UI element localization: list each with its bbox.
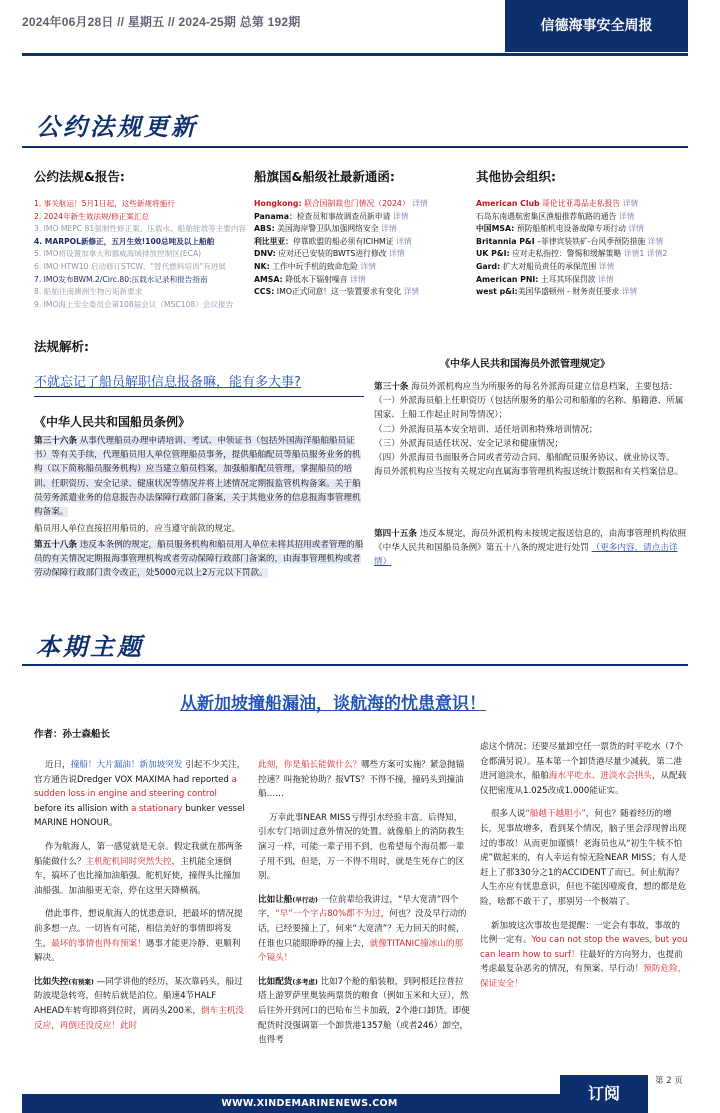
other-orgs-item[interactable]: 石岛东南遇航密集区渔船推荐航路的通告 详情	[476, 211, 635, 221]
details-link: 详情	[381, 224, 397, 234]
theme-article-title[interactable]: 从新加坡撞船漏油，谈航海的忧患意识！	[180, 694, 486, 714]
article-paragraph: 万幸此事NEAR MISS亏得引水经验丰富。后得知，引水专门培训过意外情况的处置。就像船上的消防救生演习一样，可能一辈子用不到，也希望每个海员都一辈子用不到，但是，万一不得不用时，就是生死存亡的区别。	[258, 812, 465, 882]
conventions-item[interactable]: 6. IMO HTW10 启动修订STCW、"替代燃料培训"有进展	[34, 261, 226, 271]
article-paragraph: 新加坡这次事故也是提醒：一定会有事故，事故的比例一定有。You can not stop the waves, but you can learn how to surf！往最好的方向努力，也提前考虑最复杂恶劣的情况，有预案、早行动！预防危险，保证安全！	[480, 920, 688, 989]
other-orgs-list	[476, 198, 688, 299]
flag-class-item[interactable]: NK: 工作中玩手机的致命危险 详情	[254, 261, 377, 271]
header-divider	[22, 53, 688, 56]
article-30-item: （三）外派海员适任状况、安全记录和健康情况；	[374, 438, 564, 449]
details-link: 详情	[618, 211, 635, 221]
details-link: 详情	[628, 224, 644, 234]
section-divider	[22, 146, 688, 148]
article-paragraph: 借此事件，想说航海人的忧患意识，把最坏的情况提前多想一点。一切皆有可能，相信美好的事情即将发生，最坏的事情也得有预案！遇事才能更冷静、更顺利解决。	[34, 909, 243, 964]
conventions-item[interactable]: 7. IMO发布BWM.2/Circ.80:压载水记录和报告指南	[34, 274, 208, 284]
flag-class-item[interactable]: Hongkong: 联合国制裁也门情况（2024） 详情	[254, 199, 428, 208]
article-30-item: （四）外派海员书面服务合同或者劳动合同、船舶配员服务协议、就业协议等。	[374, 453, 675, 464]
details-link: 详情	[360, 261, 377, 271]
flag-class-list	[254, 198, 466, 299]
section-title-conventions: 公约法规更新	[36, 112, 198, 141]
conventions-item[interactable]: 4. MARPOL新修正，五月生效!100总吨及以上船舶	[34, 236, 215, 246]
details-link: 详情	[350, 274, 366, 284]
other-orgs-item[interactable]: American PNI: 土耳其环保罚款 详情	[476, 274, 614, 284]
website-footer-link[interactable]: WWW.XINDEMARINENEWS.COM	[22, 1094, 597, 1113]
conventions-item[interactable]: 8. 船舶往南澳洲生物污垢新要求	[34, 287, 143, 297]
article-note: 船员用人单位直接招用船员的，应当遵守前款的规定。	[34, 524, 241, 534]
flag-class-item[interactable]: 利比里亚：停靠欧盟的船必须有ICIHM证 详情	[254, 236, 412, 246]
details-link: 详情	[622, 199, 639, 208]
details-link: 详情	[412, 199, 428, 208]
article-column-1	[34, 758, 247, 1042]
conventions-item[interactable]: 5. IMO将设置加拿大和挪威海域排放控制区(ECA)	[34, 249, 202, 259]
conventions-list	[34, 198, 246, 311]
page-number: 第 2 页	[655, 1076, 683, 1086]
conventions-heading: 公约法规&报告:	[34, 169, 125, 184]
article-36-text: 从事代理船员办理申请培训、考试、申领证书（包括外国海洋船舶船员证书）等有关手续，代理船员用人单位管理船员事务，提供船舶配员等船员服务业务的机构（以下简称船员服务机构）应当建立船员档案，加强船舶配员管理，掌握船员的培训、任职资历、安全记录、健康状况等情况并将上述情况定期报监管机构备案。关于船员劳务派遣业务的信息报告办法保障行政部门备案，关于其他业务的信息报海事管理机构备案。	[34, 436, 361, 518]
analysis-article-link[interactable]: 不就忘记了船员解职信息报备嘛，能有多大事?	[34, 375, 301, 390]
flag-class-item[interactable]: ABS: 美国海岸警卫队加强网络安全 详情	[254, 224, 397, 234]
flag-class-item[interactable]: CCS: IMO正式同意！这一装置要求有变化 详情	[254, 287, 420, 297]
article-58-label: 第五十八条	[34, 540, 77, 550]
article-column-3	[480, 740, 688, 1001]
details-link: 详情	[597, 274, 614, 284]
article-30	[374, 380, 688, 479]
other-orgs-item[interactable]: 中国MSA: 预防船舶机电设备故障专项行动 详情	[476, 224, 644, 234]
article-30-item: （二）外派海员基本安全培训、适任培训和特殊培训情况；	[374, 424, 598, 435]
other-orgs-item[interactable]: UK P&I: 应对走私指控：警惕和缓解策略 详情1 详情2	[476, 249, 668, 259]
article-paragraph: 虑这个情况；还要尽量卸空任一票货的时平吃水（7个仓都满另说）。基本第一个卸货港尽量少减载，第二港进河道淡水，船舶海水平吃水、进淡水会拱头，从配载仪把密度从1.025改成1.000能证实。	[480, 742, 687, 796]
flag-class-item[interactable]: DNV: 应对还已安装的BWTS进行修改 详情	[254, 249, 405, 259]
conventions-item[interactable]: 1. 事关航运！5月1日起，这些新规将施行	[34, 199, 175, 208]
subscribe-button[interactable]: 订阅	[560, 1075, 648, 1113]
details-link: 详情	[598, 261, 615, 271]
article-paragraph: 作为航海人，第一感觉就是无奈。假定我就在那两条船能做什么？主机舵机同时突然失控，主机能全速倒车，搞坏了也比撞加油船强。舵机好使，撞得头比撞加油船强。加油船更无奈，停在这里天降横祸。	[34, 841, 243, 896]
article-58-text: 违反本条例的规定，船员服务机构和船员用人单位未将其招用或者管理的船员的有关情况定期报海事管理机构或者劳动保障行政部门备案的，由海事管理机构或者劳动保障行政部门责令改正，处5000元以上2万元以下罚款。	[34, 540, 364, 579]
details-link: 详情	[621, 287, 638, 297]
article-45-text: 违反本规定，海员外派机构未按规定报送信息的，由海事管理机构依照《中华人民共和国船员条例》第五十八条的规定进行处罚	[374, 529, 687, 554]
details-link: 详情1 详情2	[623, 249, 668, 259]
more-details-link[interactable]: （更多内容，请点击详情）	[374, 543, 678, 568]
article-paragraph: 此刻，你是船长能做什么？哪些方案可实施？紧急抛锚控速？叫拖轮协助？报VTS？不得不撞，撞码头到撞油船……	[258, 760, 465, 800]
details-link: 详情	[389, 249, 405, 259]
details-link: 详情	[403, 287, 420, 297]
other-orgs-item[interactable]: Britannia P&I –菲律宾装铁矿-台风季预防措施 详情	[476, 236, 664, 246]
link-underline-rule	[34, 396, 364, 397]
analysis-heading: 法规解析:	[34, 339, 89, 354]
issue-date-line: 2024年06月28日 // 星期五 // 2024-25期 总第 192期	[22, 15, 301, 29]
article-paragraph: 比如让船(早行动) 一位前辈给我讲过，“早大宽清”四个字，“早”一个字占80%都不为过，何也？没及早行动的话，已经要撞上了，何来“大宽清”？无力回天的时候，任谁也只能眼睁睁的撞上去，就像TITANIC撞冰山的那个镜头！	[258, 894, 467, 964]
article-30-text: 海员外派机构应当为所服务的每名外派海员建立信息档案，主要包括：	[408, 382, 678, 392]
article-paragraph: 很多人说“船越干越胆小”，何也？随着经历的增长，见事故增多，看到某个情况，脑子里会浮现曾出现过的事故！从而更加谨慎！老海员也从“初生牛犊不怕虎”做起来的，有人幸运有惊无险NEAR MISS；有人是赶上了那330分之1的ACCIDENT了而已。何止航海？人生亦应有忧患意识，但也不能因噎废食，想的都是危险，啥都不敢干了，那别另一个极端了。	[480, 809, 687, 907]
section-title-theme: 本期主题	[36, 632, 144, 661]
brand-banner: 信德海事安全周报	[505, 0, 688, 52]
article-58	[34, 538, 364, 581]
article-36-label: 第三十六条	[34, 436, 77, 446]
flag-class-item[interactable]: AMSA: 降低水下辐射噪音 详情	[254, 274, 366, 284]
article-45	[374, 527, 688, 570]
article-45-label: 第四十五条	[374, 529, 417, 539]
article-30-item: （一）外派海员船上任职资历（包括所服务的船公司和船舶的名称、船籍港、所属国家、上船工作起止时间等情况）；	[374, 396, 684, 421]
section-divider	[22, 664, 688, 666]
flag-class-heading: 船旗国&船级社最新通函:	[254, 169, 395, 184]
law-title-seafarer-regulations: 《中华人民共和国船员条例》	[34, 415, 191, 429]
article-paragraph: 比如配货(多考虑) 比如7个舱的船装粮，到阿根廷拉普拉塔上游罗萨里奥装两票货的粮食（例如玉米和大豆），然后往外开到河口的巴哈布兰卡加载，2个港口卸货。即便配货时没强调第一个卸货港1357舱（或者246）卸空，也得考	[258, 976, 470, 1046]
other-orgs-item[interactable]: west p&i:美国华盛顿州 - 财务责任要求 详情	[476, 287, 638, 297]
details-link: 详情	[647, 236, 664, 246]
other-orgs-heading: 其他协会组织:	[476, 169, 556, 184]
other-orgs-item[interactable]: American Club 哥伦比亚毒品走私报告 详情	[476, 199, 639, 208]
conventions-item[interactable]: 2. 2024年新生效法规/修正案汇总	[34, 211, 150, 221]
conventions-item[interactable]: 9. IMO海上安全委员会第108届会议（MSC108）会议报告	[34, 299, 234, 309]
article-30-end: 海员外派机构应当按有关规定向直属海事管理机构报送统计数据和有关档案信息。	[374, 467, 684, 478]
article-paragraph: 近日，撞船！大片漏油！新加坡突发 引起不少关注，官方通告说Dredger VOX MAXIMA had reported a sudden loss in engine and steering control before its allision with a stationary bunker vessel MARINE HONOUR。	[34, 760, 246, 829]
details-link: 详情	[392, 211, 409, 221]
article-30-label: 第三十条	[374, 382, 409, 392]
details-link: 详情	[396, 236, 412, 246]
conventions-item[interactable]: 3. IMO MEPC 81强制性修正案、压载水、船舶能效等主要内容	[34, 224, 247, 234]
other-orgs-item[interactable]: Gard: 扩大对船员责任的承保范围 详情	[476, 261, 615, 271]
article-paragraph: 比如失控(有预案) —同学讲他的经历，某次靠码头，船过防波堤急转弯，但转后就是泊位。船速4节HALF AHEAD车转弯即将到位时，离码头200米，倒车主机没反应，再倒还没反应！此时	[34, 976, 244, 1031]
flag-class-item[interactable]: Panama：检查员和事故调查员新申请 详情	[254, 211, 409, 221]
law-title-overseas-dispatch: 《中华人民共和国海员外派管理规定》	[440, 359, 610, 370]
article-36	[34, 434, 364, 519]
article-column-2	[258, 758, 470, 1057]
article-author: 作者：孙士森船长	[34, 729, 111, 740]
